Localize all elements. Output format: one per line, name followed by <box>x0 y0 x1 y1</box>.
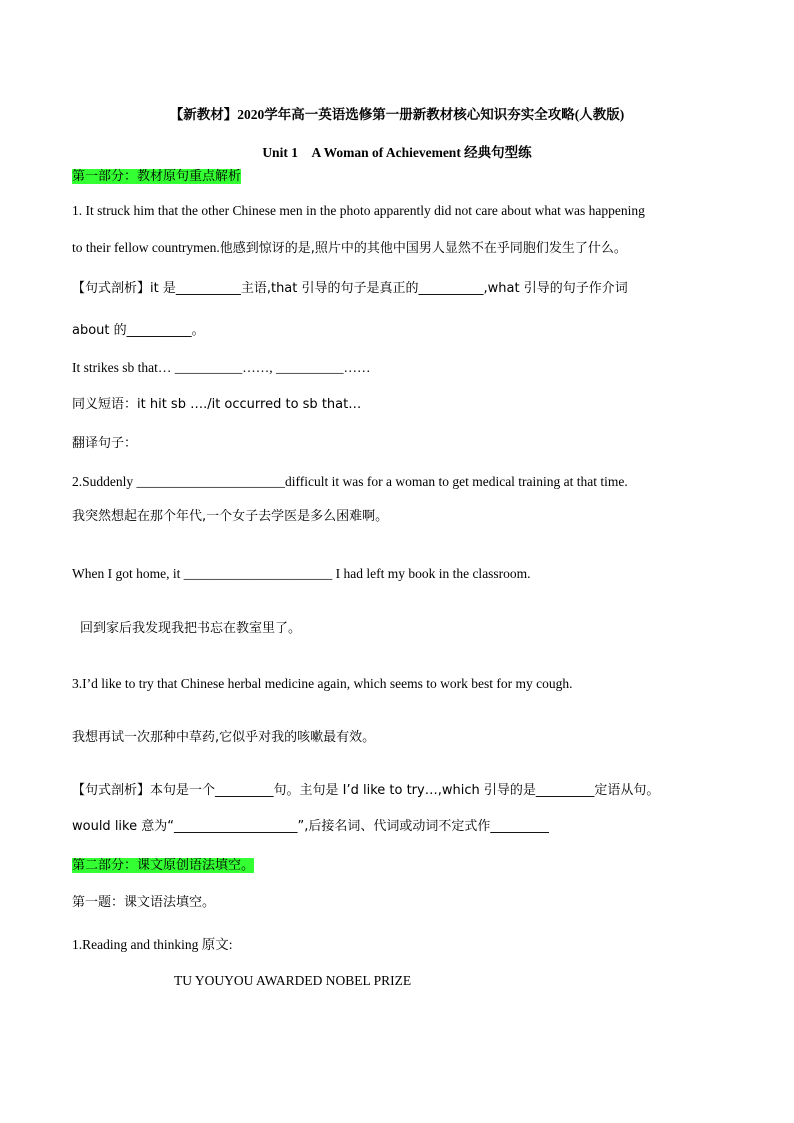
analysis1-line1: 【句式剖析】it 是__________主语,that 引导的句子是真正的__________,what 引导的句子作介词 <box>72 281 628 296</box>
reading-label: 1.Reading and thinking 原文: <box>72 937 233 952</box>
sentence3-zh: 我想再试一次那种中草药,它似乎对我的咳嗽最有效。 <box>72 730 376 745</box>
analysis1-line2: about 的__________。 <box>72 323 205 338</box>
sentence2b-zh: 回到家后我发现我把书忘在教室里了。 <box>80 621 302 636</box>
sentence1-en: 1. It struck him that the other Chinese men in the photo apparently did not care about what was happening <box>72 203 645 218</box>
translate-label: 翻译句子： <box>72 436 138 451</box>
question1-label: 第一题：课文语法填空。 <box>72 895 216 910</box>
unit-title: Unit 1 A Woman of Achievement 经典句型练 <box>262 145 532 160</box>
synonym-line: 同义短语：it hit sb …./it occurred to sb that… <box>72 397 362 412</box>
part1-heading: 第一部分：教材原句重点解析 <box>72 169 242 184</box>
part2-heading: 第二部分：课文原创语法填空。 <box>72 858 255 873</box>
sentence2-en: 2.Suddenly ______________________difficult it was for a woman to get medical training at that time. <box>72 474 628 489</box>
sentence3-en: 3.I’d like to try that Chinese herbal medicine again, which seems to work best for my cough. <box>72 676 573 691</box>
document-title: 【新教材】2020学年高一英语选修第一册新教材核心知识夯实全攻略(人教版) <box>169 107 625 122</box>
analysis3-line1: 【句式剖析】本句是一个_________句。主句是 I’d like to try…,which 引导的是_________定语从句。 <box>72 783 660 798</box>
sentence2b-en: When I got home, it ______________________ I had left my book in the classroom. <box>72 566 531 581</box>
pattern-line: It strikes sb that… __________……, __________…… <box>72 360 371 375</box>
article-title: TU YOUYOU AWARDED NOBEL PRIZE <box>174 973 412 988</box>
sentence2-zh: 我突然想起在那个年代,一个女子去学医是多么困难啊。 <box>72 509 389 524</box>
analysis3-line2: would like 意为“___________________”,后接名词、代词或动词不定式作_________ <box>72 819 549 834</box>
sentence1-line2: to their fellow countrymen.他感到惊讶的是,照片中的其他中国男人显然不在乎同胞们发生了什么。 <box>72 240 627 256</box>
